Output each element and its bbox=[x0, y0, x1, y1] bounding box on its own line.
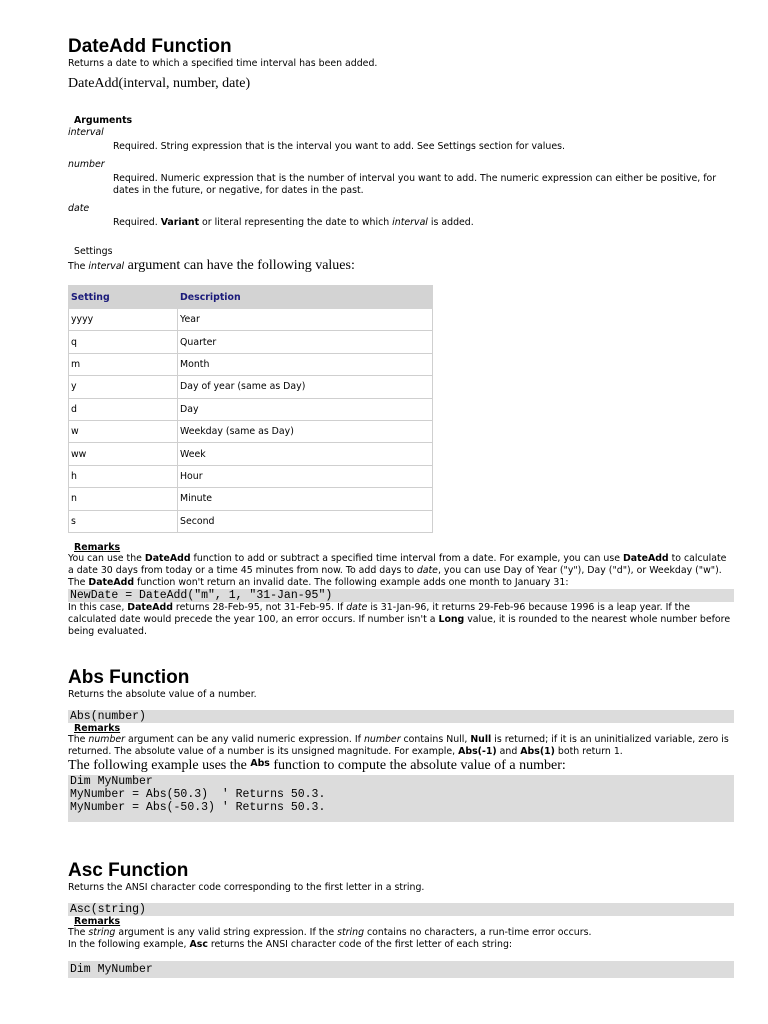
code-line: Dim MyNumber bbox=[70, 775, 153, 788]
settings-intro: The interval argument can have the following values: bbox=[68, 258, 355, 273]
settings-block bbox=[68, 246, 734, 275]
dateadd-section bbox=[68, 36, 734, 92]
table-cell: Year bbox=[178, 309, 433, 331]
arg-desc: Required. String expression that is the interval you want to add. See Settings section for values. bbox=[113, 141, 565, 152]
table-cell: s bbox=[69, 510, 178, 532]
abs-syntax: Abs(number) bbox=[68, 710, 734, 723]
settings-heading: Settings bbox=[74, 246, 113, 257]
remarks-text: The string argument is any valid string expression. If the string contains no characters, a run-time error occurs. bbox=[68, 927, 592, 938]
dateadd-syntax: DateAdd(interval, number, date) bbox=[68, 76, 251, 91]
table-cell: w bbox=[69, 420, 178, 442]
table-header-cell: Setting bbox=[69, 286, 178, 309]
dateadd-title: DateAdd Function bbox=[68, 36, 232, 57]
settings-table bbox=[68, 285, 433, 533]
table-cell: Hour bbox=[178, 465, 433, 487]
arg-name: interval bbox=[68, 127, 104, 138]
asc-syntax: Asc(string) bbox=[68, 903, 734, 916]
code-line: MyNumber = Abs(50.3) ' Returns 50.3. bbox=[70, 788, 326, 801]
table-row bbox=[69, 443, 433, 465]
settings-table-wrap bbox=[68, 285, 734, 533]
remarks-text: The number argument can be any valid numeric expression. If number contains Null, Null is returned; if it is an uninitialized variable, zero is returned. The absolute value of a number is its unsigned magnitude. For example, Abs(-1) and Abs(1) both return 1. bbox=[68, 734, 729, 757]
table-row bbox=[69, 398, 433, 420]
abs-example-intro: The following example uses the Abs function to compute the absolute value of a number: bbox=[68, 758, 566, 773]
asc-example-intro: In the following example, Asc returns the ANSI character code of the first letter of each string: bbox=[68, 939, 513, 950]
table-row bbox=[69, 331, 433, 353]
table-cell: n bbox=[69, 488, 178, 510]
remarks-text: You can use the DateAdd function to add or subtract a specified time interval from a date. For example, you can use DateAdd to calculate a date 30 days from today or a time 45 minutes from now. To add days to date, you can use Day of Year ("y"), Day ("d"), or Weekday ("w"). The DateAdd function won't return an invalid date. The following example adds one month to January 31: bbox=[68, 553, 727, 588]
table-row bbox=[69, 420, 433, 442]
table-cell: Weekday (same as Day) bbox=[178, 420, 433, 442]
dateadd-summary: Returns a date to which a specified time interval has been added. bbox=[68, 58, 378, 69]
asc-section bbox=[68, 860, 734, 978]
arg-desc: Required. Variant or literal representing the date to which interval is added. bbox=[113, 217, 474, 228]
table-cell: Minute bbox=[178, 488, 433, 510]
arguments-heading: Arguments bbox=[74, 115, 133, 126]
table-row bbox=[69, 465, 433, 487]
table-cell: Second bbox=[178, 510, 433, 532]
example-code: NewDate = DateAdd("m", 1, "31-Jan-95") bbox=[68, 589, 734, 602]
remarks-heading: Remarks bbox=[74, 723, 121, 734]
asc-code-block bbox=[68, 961, 734, 978]
code-line: Dim MyNumber bbox=[70, 963, 153, 976]
arg-name: number bbox=[68, 159, 105, 170]
arg-desc: Required. Numeric expression that is the number of interval you want to add. The numeric expression can either be positive, for dates in the future, or negative, for dates in the past. bbox=[113, 173, 717, 196]
table-row bbox=[69, 510, 433, 532]
table-cell: Quarter bbox=[178, 331, 433, 353]
table-header-cell: Description bbox=[178, 286, 433, 309]
arguments-block bbox=[68, 115, 734, 229]
table-row bbox=[69, 488, 433, 510]
table-cell: Day bbox=[178, 398, 433, 420]
asc-summary: Returns the ANSI character code corresponding to the first letter in a string. bbox=[68, 882, 425, 893]
asc-title: Asc Function bbox=[68, 860, 189, 881]
table-row bbox=[69, 353, 433, 375]
remarks-heading: Remarks bbox=[74, 542, 121, 553]
table-cell: d bbox=[69, 398, 178, 420]
table-cell: q bbox=[69, 331, 178, 353]
table-row bbox=[69, 376, 433, 398]
abs-section bbox=[68, 667, 734, 822]
abs-title: Abs Function bbox=[68, 667, 190, 688]
table-cell: h bbox=[69, 465, 178, 487]
table-cell: Week bbox=[178, 443, 433, 465]
table-header-row bbox=[69, 286, 433, 309]
table-cell: m bbox=[69, 353, 178, 375]
abs-code-block bbox=[68, 775, 734, 822]
abs-summary: Returns the absolute value of a number. bbox=[68, 689, 257, 700]
remarks-heading: Remarks bbox=[74, 916, 121, 927]
table-row bbox=[69, 309, 433, 331]
remarks-text: In this case, DateAdd returns 28-Feb-95, not 31-Feb-95. If date is 31-Jan-96, it returns 29-Feb-96 because 1996 is a leap year. If the calculated date would precede the year 100, an error occurs. If number isn't a Long value, it is rounded to the nearest whole number before being evaluated. bbox=[68, 602, 731, 637]
table-cell: ww bbox=[69, 443, 178, 465]
table-cell: Month bbox=[178, 353, 433, 375]
dateadd-remarks bbox=[68, 542, 734, 638]
table-cell: yyyy bbox=[69, 309, 178, 331]
table-cell: y bbox=[69, 376, 178, 398]
code-line: MyNumber = Abs(-50.3) ' Returns 50.3. bbox=[70, 801, 326, 814]
arg-name: date bbox=[68, 203, 90, 214]
table-cell: Day of year (same as Day) bbox=[178, 376, 433, 398]
